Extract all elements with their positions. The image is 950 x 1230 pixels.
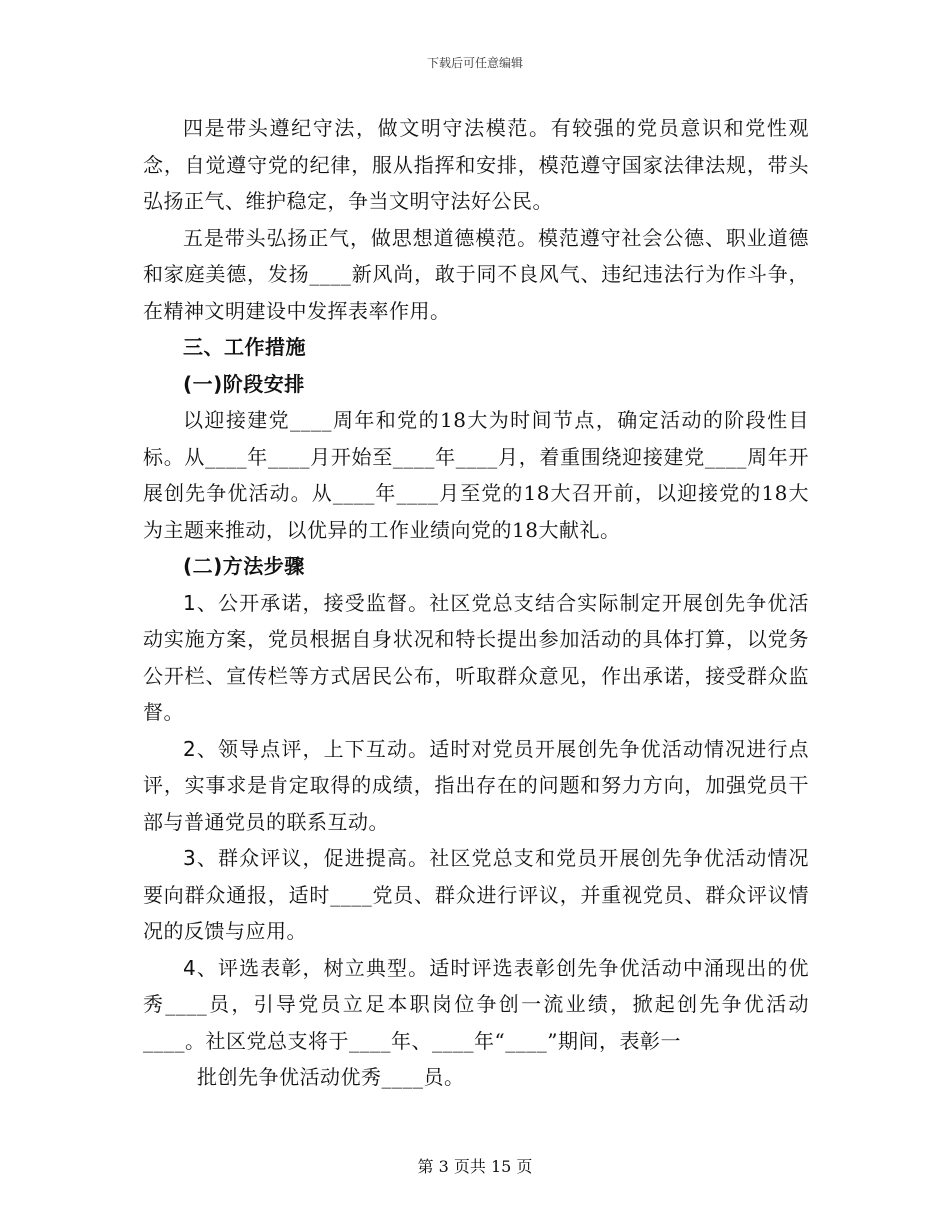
method-item-3: [143, 840, 809, 950]
item-number: 2: [183, 736, 197, 761]
item-number: 3: [183, 846, 197, 870]
item-number: 1: [183, 590, 197, 615]
method-item-4: [143, 950, 809, 1060]
method-item-1: [143, 585, 809, 731]
page-number: 第 3 页共 15 页: [417, 1157, 533, 1176]
item-text: 、公开承诺，接受监督。社区党总支结合实际制定开展创先争优活动实施方案，党员根据自身状况和特长提出参加活动的具体打算，以党务公开栏、宣传栏等方式居民公布，听取群众意见，作出承诺，接受群众监督。: [143, 590, 809, 724]
method-item-2: [143, 731, 809, 841]
item-number: 4: [183, 955, 197, 980]
download-note: 下载后可任意编辑: [426, 56, 523, 70]
document-body: [143, 110, 809, 1096]
item-text: 、评选表彰，树立典型。适时评选表彰创先争优活动中涌现出的优秀____员，引导党员立足本职岗位争创一流业绩，掀起创先争优活动____。社区党总支将于____年、____年“____”期间，表彰一: [143, 955, 809, 1053]
method-item-4-continuation: 批创先争优活动优秀____员。: [197, 1065, 465, 1089]
subsection-heading-methods: (二)方法步骤: [183, 554, 305, 578]
item-text: 、群众评议，促进提高。社区党总支和党员开展创先争优活动情况要向群众通报，适时____党员、群众进行评议，并重视党员、群众评议情况的反馈与应用。: [143, 846, 809, 943]
paragraph-stages: 以迎接建党____周年和党的18大为时间节点，确定活动的阶段性目标。从____年____月开始至____年____月，着重围绕迎接建党____周年开展创先争优活动。从____年____月至党的18大召开前，以迎接党的18大为主题来推动，以优异的工作业绩向党的18大献礼。: [143, 408, 809, 542]
subsection-heading-stages: (一)阶段安排: [183, 371, 305, 396]
section-heading-measures: 三、工作措施: [183, 335, 306, 359]
paragraph-discipline: 四是带头遵纪守法，做文明守法模范。有较强的党员意识和党性观念，自觉遵守党的纪律，服从指挥和安排，模范遵守国家法律法规，带头弘扬正气、维护稳定，争当文明守法好公民。: [143, 116, 809, 213]
paragraph-morality: 五是带头弘扬正气，做思想道德模范。模范遵守社会公德、职业道德和家庭美德，发扬____新风尚，敢于同不良风气、违纪违法行为作斗争，在精神文明建设中发挥表率作用。: [143, 225, 809, 323]
item-text: 、领导点评，上下互动。适时对党员开展创先争优活动情况进行点评，实事求是肯定取得的成绩，指出存在的问题和努力方向，加强党员干部与普通党员的联系互动。: [143, 736, 809, 834]
